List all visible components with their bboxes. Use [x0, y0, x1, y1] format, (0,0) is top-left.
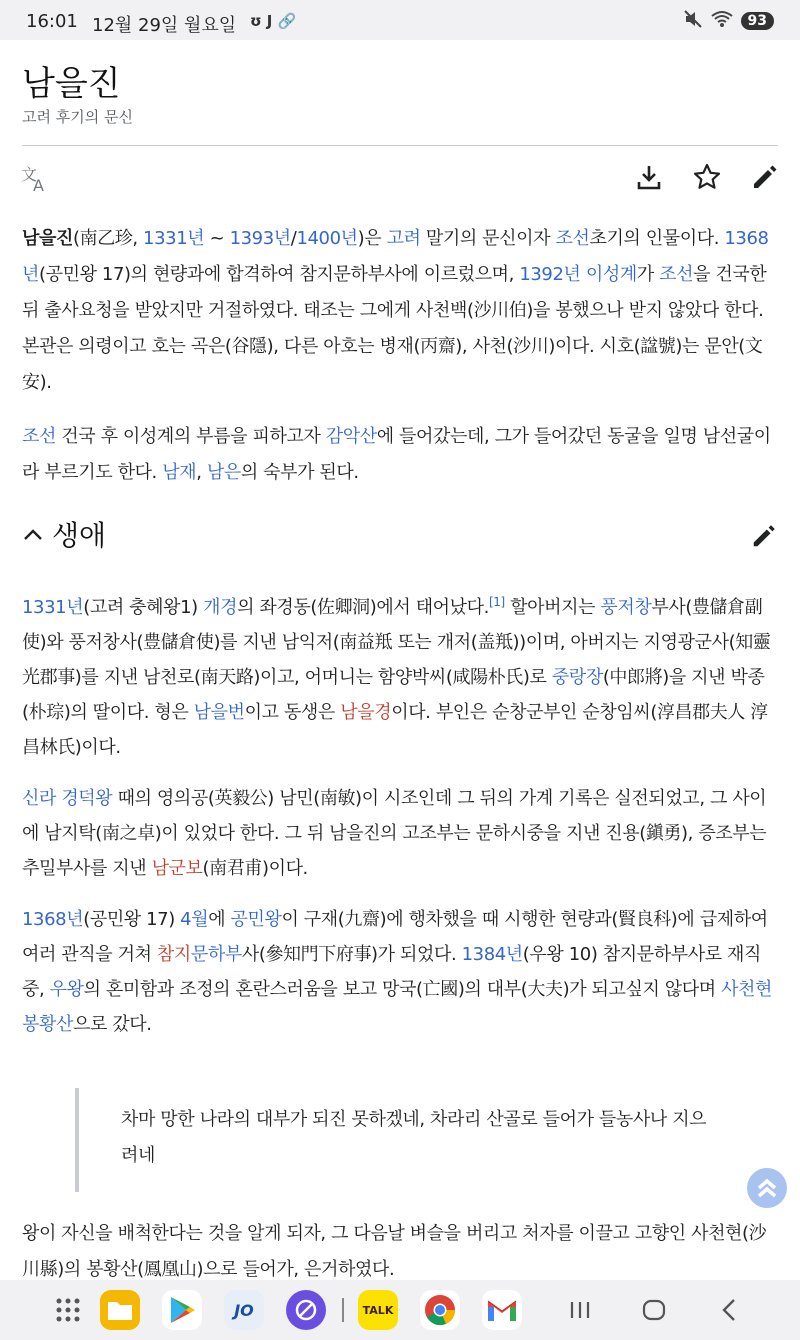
scroll-to-top-button[interactable] [747, 1168, 787, 1208]
text: / [290, 228, 297, 249]
double-chevron-up-icon [754, 1175, 780, 1201]
section-title: 생애 [52, 519, 107, 552]
text: (南君甫)이다. [202, 858, 308, 879]
link-1368[interactable]: 1368년 [22, 228, 769, 285]
link-gaegyeong[interactable]: 개경 [203, 597, 238, 618]
text: 할아버지는 [504, 597, 601, 618]
text: 의 숙부가 된다. [240, 462, 359, 483]
text: 에 [208, 909, 231, 930]
link-namjae[interactable]: 남재 [162, 462, 197, 483]
wifi-icon [711, 10, 733, 32]
text: 의 좌경동(佐卿洞)에서 태어났다. [237, 597, 489, 618]
apps-grid-icon[interactable] [54, 1296, 82, 1324]
link-1392[interactable]: 1392년 [519, 264, 581, 285]
text: ~ [204, 228, 230, 249]
link-joseon[interactable]: 조선 [555, 228, 590, 249]
svg-text:A: A [33, 176, 44, 194]
battery-indicator: 93 [741, 12, 774, 30]
link-pungjeochang[interactable]: 풍저창 [600, 597, 652, 618]
link-uwang[interactable]: 우왕 [49, 979, 84, 1000]
link-bonghwangsan[interactable]: 봉황산 [22, 1014, 73, 1035]
download-icon[interactable] [634, 162, 664, 192]
edit-icon[interactable] [750, 162, 780, 192]
text: (고려 충혜왕1) [83, 597, 204, 618]
home-icon[interactable] [640, 1296, 668, 1324]
link-joseon-2[interactable]: 조선 [659, 264, 694, 285]
article-intro [22, 221, 778, 509]
mute-icon [683, 9, 703, 33]
chevron-up-icon[interactable] [22, 524, 44, 546]
status-time: 16:01 [26, 11, 78, 32]
text: (공민왕 17)의 현량과에 합격하여 참지문하부사에 이르렀으며, [39, 264, 520, 285]
text: 부사(豊儲倉副使)와 풍저창사(豊儲倉使)를 지낸 남익저(南益羝 또는 개저(盖羝))이며, 아버지는 지영광군사(知靈光郡事)를 지낸 남천로(南天路)이고, 어머니는 함양박씨(咸陽朴氏)로 [22, 597, 771, 688]
life-paragraph-3 [22, 902, 778, 1042]
text: 을 건국한 뒤 출사요청을 받았지만 거절하였다. 태조는 그에게 사천백(沙川伯)을 봉했으나 받지 않았다 한다. 본관은 의령이고 호는 곡은(谷隱), 다른 아호는 병재(丙齋), 사천(沙川)이다. 시호(諡號)는 문안(文安). [22, 264, 767, 393]
text: 가 [636, 264, 660, 285]
status-bar [0, 0, 800, 40]
header-divider [22, 145, 778, 146]
link-munhabu[interactable]: 문하부 [190, 944, 242, 965]
kakaotalk-app-icon[interactable]: TALK [358, 1290, 398, 1330]
text: 초기의 인물이다. [589, 228, 725, 249]
link-gongmin[interactable]: 공민왕 [230, 909, 282, 930]
recent-apps-icon[interactable] [566, 1296, 594, 1324]
text: 이 구재(九齋)에 행차했을 때 시행한 현량과(賢良科)에 급제하여 여러 관직을 거쳐 [22, 909, 768, 965]
section-content-life [22, 590, 778, 1058]
language-icon[interactable] [20, 164, 50, 194]
filejo-app-icon[interactable]: JO [224, 1290, 264, 1330]
gmail-app-icon[interactable] [482, 1290, 522, 1330]
text: 에 들어갔는데, 그가 들어갔던 동굴을 일명 남선굴이라 부르기도 한다. [22, 426, 771, 483]
link-nameun[interactable]: 남은 [206, 462, 241, 483]
redlink-nameulgyeong[interactable]: 남을경 [340, 702, 392, 723]
link-april[interactable]: 4월 [180, 909, 209, 930]
page-title: 남을진 [22, 64, 121, 104]
link-nameulbeon[interactable]: 남을번 [193, 702, 245, 723]
link-1331[interactable]: 1331년 [22, 597, 84, 618]
life-paragraph-4: 왕이 자신을 배척한다는 것을 알게 되자, 그 다음날 벼슬을 버리고 처자를 이끌고 고향인 사천현(沙川縣)의 봉황산(鳳凰山)으로 들어가, 은거하였다. [22, 1223, 767, 1280]
text: , [196, 462, 207, 483]
bold-name: 남을진 [22, 228, 73, 249]
status-right [683, 9, 774, 33]
intro-paragraph-2 [22, 419, 778, 491]
link-gamaksan[interactable]: 감악산 [325, 426, 377, 447]
text: (공민왕 17) [83, 909, 181, 930]
text: 이다. 부인은 순창군부인 순창임씨(淳昌郡夫人 淳昌林氏)이다. [22, 702, 768, 758]
section-edit-icon[interactable] [750, 522, 778, 550]
back-icon[interactable] [716, 1296, 744, 1324]
blockquote [75, 1088, 715, 1192]
text: 이고 동생은 [244, 702, 341, 723]
reference-1[interactable]: [1] [488, 595, 505, 609]
redlink-namgunbo[interactable]: 남군보 [151, 858, 203, 879]
text: (南乙珍, [72, 228, 144, 249]
text: 으로 갔다. [72, 1014, 152, 1035]
link-silla[interactable]: 신라 [22, 788, 56, 809]
link-1393[interactable]: 1393년 [229, 228, 291, 249]
link-gyeongdeok[interactable]: 경덕왕 [61, 788, 113, 809]
link-1384[interactable]: 1384년 [461, 944, 523, 965]
page-actions [634, 162, 780, 192]
internet-app-icon[interactable] [286, 1290, 326, 1330]
life-paragraph-1 [22, 590, 778, 765]
text: (中郎將)을 지낸 박종(朴琮)의 딸이다. 형은 [22, 667, 765, 723]
link-1331[interactable]: 1331년 [143, 228, 205, 249]
page-subtitle: 고려 후기의 문신 [22, 108, 133, 126]
link-goryeo[interactable]: 고려 [386, 228, 421, 249]
status-date: 12월 29일 월요일 [92, 15, 237, 36]
redlink-chamji[interactable]: 참지 [156, 944, 191, 965]
life-paragraph-2 [22, 781, 778, 886]
text: 의 혼미함과 조정의 혼란스러움을 보고 망국(亡國)의 대부(大夫)가 되고싶지 않다며 [83, 979, 722, 1000]
link-1400[interactable]: 1400년 [296, 228, 358, 249]
svg-text:文: 文 [21, 165, 38, 184]
android-navbar [0, 1280, 800, 1340]
link-joseon-3[interactable]: 조선 [22, 426, 56, 447]
quote-text: 차마 망한 나라의 대부가 되진 못하겠네, 차라리 산골로 들어가 들농사나 지으려네 [121, 1109, 707, 1166]
play-store-app-icon[interactable] [162, 1290, 202, 1330]
link-yi-seonggye[interactable]: 이성계 [585, 264, 637, 285]
link-junglangjang[interactable]: 중랑장 [551, 667, 603, 688]
link-1368[interactable]: 1368년 [22, 909, 84, 930]
text: 말기의 문신이자 [420, 228, 556, 249]
dock-separator [342, 1298, 344, 1322]
link-sacheon[interactable]: 사천현 [721, 979, 773, 1000]
text: 건국 후 이성계의 부름을 피하고자 [55, 426, 326, 447]
text: 때의 영의공(英毅公) 남민(南敏)이 시조인데 그 뒤의 가계 기록은 실전되었고, 그 사이에 남지탁(南之卓)이 있었다 한다. 그 뒤 남을진의 고조부는 문하시중을 지낸 진용(鎭勇), 증조부는 추밀부사를 지낸 [22, 788, 767, 879]
chrome-app-icon[interactable] [420, 1290, 460, 1330]
my-files-app-icon[interactable] [100, 1290, 140, 1330]
text: 사(參知門下府事)가 되었다. [241, 944, 462, 965]
intro-paragraph-1 [22, 221, 778, 401]
star-icon[interactable] [692, 162, 722, 192]
section-header-life[interactable] [22, 512, 778, 562]
text: )은 [357, 228, 387, 249]
notification-icons: ʊ J 🔗 [250, 12, 297, 30]
text: (우왕 10) 참지문하부사로 재직 중, [22, 944, 761, 1000]
